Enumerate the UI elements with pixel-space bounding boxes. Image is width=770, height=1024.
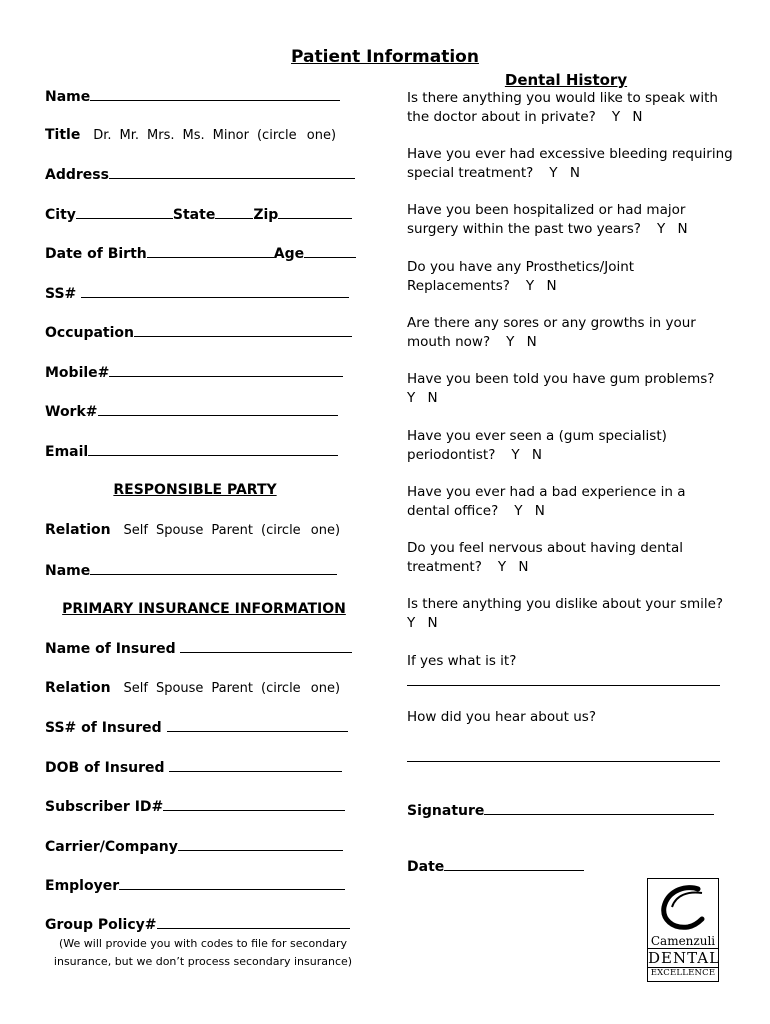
signature-field[interactable] bbox=[407, 802, 714, 819]
relation-option[interactable]: Spouse bbox=[155, 681, 204, 696]
date-field[interactable] bbox=[407, 858, 584, 875]
yes-no-choice[interactable]: Y N bbox=[549, 165, 580, 181]
occupation-field[interactable] bbox=[45, 324, 352, 341]
dental-history-heading: Dental History bbox=[504, 71, 628, 89]
city-label: City bbox=[45, 207, 76, 223]
yes-no-choice[interactable]: Y N bbox=[511, 447, 542, 463]
question-text: Do you feel nervous about having dental treatment? bbox=[407, 540, 683, 575]
subscriber-id-field[interactable] bbox=[45, 798, 345, 815]
address-label: Address bbox=[45, 167, 109, 183]
hear-about-label: How did you hear about us? bbox=[407, 709, 596, 725]
responsible-party-heading: RESPONSIBLE PARTY bbox=[113, 482, 277, 498]
mobile-line[interactable] bbox=[109, 364, 343, 377]
name-field[interactable] bbox=[45, 88, 340, 105]
rp-name-field[interactable] bbox=[45, 562, 337, 579]
relation-option[interactable]: Self bbox=[123, 681, 148, 696]
mobile-field[interactable] bbox=[45, 364, 343, 381]
group-policy-line[interactable] bbox=[157, 916, 350, 929]
employer-field[interactable] bbox=[45, 877, 345, 894]
subscriber-id-line[interactable] bbox=[163, 798, 345, 811]
secondary-insurance-note bbox=[45, 935, 361, 971]
name-insured-line[interactable] bbox=[180, 640, 352, 653]
title-option[interactable]: Dr. bbox=[93, 128, 112, 143]
dob-label: Date of Birth bbox=[45, 246, 147, 262]
dob-age-field[interactable] bbox=[45, 245, 356, 262]
primary-insurance-heading: PRIMARY INSURANCE INFORMATION bbox=[62, 601, 346, 617]
relation-option[interactable]: Spouse bbox=[155, 523, 204, 538]
employer-label: Employer bbox=[45, 878, 120, 894]
title-option[interactable]: Ms. bbox=[182, 128, 205, 143]
question-3 bbox=[407, 201, 737, 239]
ss-line[interactable] bbox=[81, 285, 349, 298]
ss-insured-line[interactable] bbox=[167, 719, 348, 732]
question-10 bbox=[407, 595, 747, 633]
state-label: State bbox=[172, 207, 216, 223]
yes-no-choice[interactable]: Y N bbox=[497, 559, 529, 575]
carrier-field[interactable] bbox=[45, 838, 343, 855]
address-field[interactable] bbox=[45, 166, 355, 183]
city-state-zip-field[interactable] bbox=[45, 206, 352, 223]
question-4 bbox=[407, 258, 657, 296]
question-text: Are there any sores or any growths in your mouth now? bbox=[407, 315, 696, 350]
question-9 bbox=[407, 539, 707, 577]
relation-insured-field[interactable] bbox=[45, 680, 348, 696]
rp-name-label: Name bbox=[45, 563, 91, 579]
dob-line[interactable] bbox=[147, 245, 274, 258]
occupation-label: Occupation bbox=[45, 325, 135, 341]
mobile-label: Mobile# bbox=[45, 365, 110, 381]
name-line[interactable] bbox=[90, 88, 340, 101]
yes-no-choice[interactable]: Y N bbox=[525, 278, 557, 294]
title-field[interactable] bbox=[45, 127, 344, 143]
email-field[interactable] bbox=[45, 443, 338, 460]
date-label: Date bbox=[407, 859, 445, 875]
relation-option[interactable]: Parent bbox=[211, 523, 254, 538]
signature-line[interactable] bbox=[484, 802, 714, 815]
question-text: Have you ever had excessive bleeding requiring special treatment? bbox=[407, 146, 733, 181]
question-5 bbox=[407, 314, 737, 352]
question-8 bbox=[407, 483, 707, 521]
question-text: Have you been told you have gum problems? bbox=[407, 371, 715, 387]
work-line[interactable] bbox=[98, 403, 338, 416]
logo-name: Camenzuli bbox=[650, 934, 716, 948]
title-options bbox=[93, 128, 344, 143]
signature-label: Signature bbox=[407, 803, 485, 819]
work-label: Work# bbox=[45, 404, 98, 420]
address-line[interactable] bbox=[109, 166, 355, 179]
group-policy-field[interactable] bbox=[45, 916, 350, 933]
date-line[interactable] bbox=[444, 858, 584, 871]
yes-no-choice[interactable]: Y N bbox=[656, 221, 688, 237]
page-title: Patient Information bbox=[291, 47, 479, 67]
relation-insured-options bbox=[123, 681, 348, 696]
circle-one-note: (circle one) bbox=[256, 128, 337, 143]
email-label: Email bbox=[45, 444, 89, 460]
yes-no-choice[interactable]: Y N bbox=[407, 390, 438, 406]
logo-dental: DENTAL bbox=[648, 949, 721, 967]
if-yes-line[interactable] bbox=[407, 684, 720, 686]
zip-line[interactable] bbox=[278, 206, 352, 219]
rp-name-line[interactable] bbox=[90, 562, 337, 575]
hear-about-line[interactable] bbox=[407, 760, 720, 762]
yes-no-choice[interactable]: Y N bbox=[407, 615, 438, 631]
dob-insured-label: DOB of Insured bbox=[45, 760, 165, 776]
question-text: Do you have any Prosthetics/Joint Replacements? bbox=[407, 259, 635, 294]
circle-one-note: (circle one) bbox=[261, 523, 341, 538]
name-insured-label: Name of Insured bbox=[45, 641, 176, 657]
ss-field[interactable] bbox=[45, 285, 349, 302]
title-option[interactable]: Minor bbox=[212, 128, 249, 143]
yes-no-choice[interactable]: Y N bbox=[611, 109, 643, 125]
yes-no-choice[interactable]: Y N bbox=[506, 334, 537, 350]
question-text: Is there anything you would like to speak with the doctor about in private? bbox=[407, 90, 718, 125]
yes-no-choice[interactable]: Y N bbox=[514, 503, 545, 519]
state-line[interactable] bbox=[215, 206, 253, 219]
question-6 bbox=[407, 370, 737, 408]
subscriber-id-label: Subscriber ID# bbox=[45, 799, 164, 815]
relation-insured-label: Relation bbox=[45, 680, 111, 696]
question-text: Is there anything you dislike about your smile? bbox=[407, 596, 724, 612]
question-1 bbox=[407, 89, 737, 127]
relation-option[interactable]: Self bbox=[123, 523, 148, 538]
note-line: insurance, but we don’t process secondary insurance) bbox=[53, 955, 353, 968]
work-field[interactable] bbox=[45, 403, 338, 420]
title-option[interactable]: Mrs. bbox=[147, 128, 175, 143]
title-label: Title bbox=[45, 127, 81, 143]
ss-insured-field[interactable] bbox=[45, 719, 348, 736]
zip-label: Zip bbox=[253, 207, 279, 223]
question-text: Have you ever seen a (gum specialist) periodontist? bbox=[407, 428, 667, 463]
group-policy-label: Group Policy# bbox=[45, 917, 157, 933]
email-line[interactable] bbox=[88, 443, 338, 456]
question-2 bbox=[407, 145, 737, 183]
title-option[interactable]: Mr. bbox=[119, 128, 140, 143]
dob-insured-field[interactable] bbox=[45, 759, 342, 776]
logo-excellence: EXCELLENCE bbox=[650, 968, 716, 978]
if-yes-label: If yes what is it? bbox=[407, 653, 517, 669]
employer-line[interactable] bbox=[119, 877, 345, 890]
name-insured-field[interactable] bbox=[45, 640, 352, 657]
relation-label: Relation bbox=[45, 522, 111, 538]
question-text: Have you ever had a bad experience in a dental office? bbox=[407, 484, 686, 519]
relation-field[interactable] bbox=[45, 522, 348, 538]
camenzuli-dental-logo bbox=[647, 878, 719, 982]
name-label: Name bbox=[45, 89, 91, 105]
question-text: Have you been hospitalized or had major surgery within the past two years? bbox=[407, 202, 686, 237]
carrier-line[interactable] bbox=[178, 838, 343, 851]
carrier-label: Carrier/Company bbox=[45, 839, 178, 855]
relation-option[interactable]: Parent bbox=[211, 681, 254, 696]
relation-options bbox=[123, 523, 348, 538]
city-line[interactable] bbox=[76, 206, 173, 219]
ss-insured-label: SS# of Insured bbox=[45, 720, 162, 736]
ss-label: SS# bbox=[45, 286, 77, 302]
note-line: (We will provide you with codes to file for secondary bbox=[59, 937, 347, 950]
age-line[interactable] bbox=[304, 245, 356, 258]
question-7 bbox=[407, 427, 737, 465]
c-swoosh-icon bbox=[658, 883, 708, 933]
dob-insured-line[interactable] bbox=[169, 759, 342, 772]
circle-one-note: (circle one) bbox=[261, 681, 341, 696]
age-label: Age bbox=[273, 246, 305, 262]
occupation-line[interactable] bbox=[134, 324, 352, 337]
